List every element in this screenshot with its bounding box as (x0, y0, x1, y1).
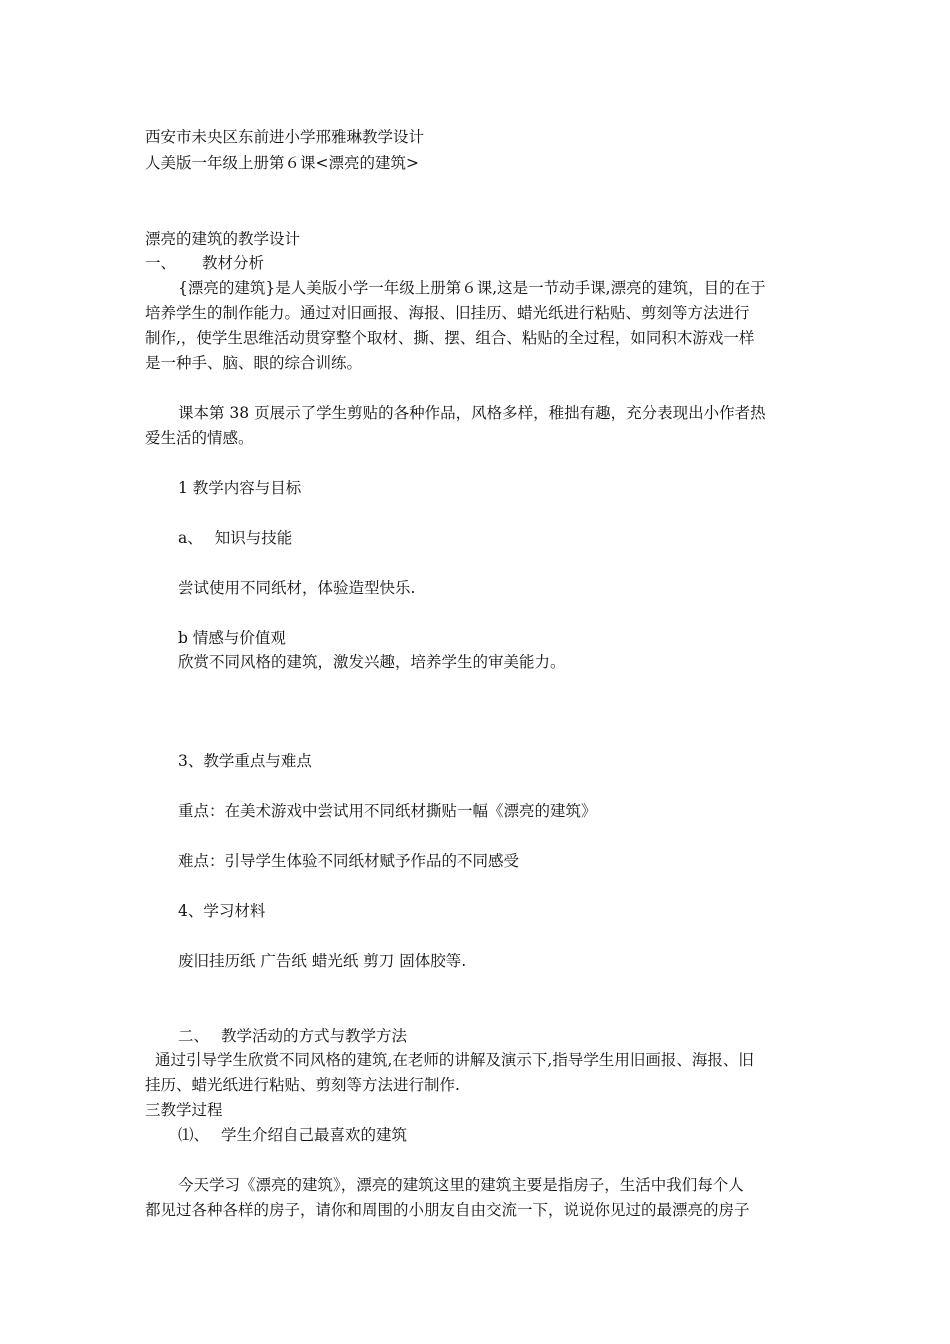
header-line-1: 西安市未央区东前进小学邢雅琳教学设计 (145, 128, 425, 146)
materials-title: 4、学习材料 (178, 902, 266, 920)
paragraph-line: 制作,，使学生思维活动贯穿整个取材、撕、摆、组合、粘贴的全过程，如同积木游戏一样 (145, 329, 755, 347)
doc-title: 漂亮的建筑的教学设计 (145, 230, 301, 248)
section1-number: 一、 (145, 254, 177, 272)
goal-a-heading (178, 526, 292, 550)
goal-a-title: 知识与技能 (214, 529, 293, 547)
key-points-title: 3、教学重点与难点 (178, 752, 312, 770)
section2-title: 教学活动的方式与教学方法 (221, 1027, 408, 1045)
paragraph-line: 课本第 38 页展示了学生剪贴的各种作品，风格多样，稚拙有趣，充分表现出小作者热 (178, 404, 766, 422)
section1-title: 教材分析 (202, 254, 265, 272)
section2-number: 二、 (178, 1027, 210, 1045)
step1-heading (178, 1123, 407, 1147)
goal-b-title: b 情感与价值观 (178, 629, 286, 647)
key-point: 重点：在美术游戏中尝试用不同纸材撕贴一幅《漂亮的建筑》 (178, 802, 597, 820)
section1-heading (145, 251, 264, 275)
goal-a-text: 尝试使用不同纸材，体验造型快乐. (178, 579, 416, 597)
section3-title: 三教学过程 (145, 1101, 223, 1119)
goal-a-label: a、 (178, 529, 203, 547)
materials-text: 废旧挂历纸 广告纸 蜡光纸 剪刀 固体胶等. (178, 952, 467, 970)
paragraph-line: {漂亮的建筑}是人美版小学一年级上册第６课,这是一节动手课,漂亮的建筑，目的在于 (178, 279, 766, 297)
section2-heading (178, 1024, 407, 1048)
header-line-2: 人美版一年级上册第６课<漂亮的建筑> (145, 154, 419, 172)
paragraph-line: 都见过各种各样的房子，请你和周围的小朋友自由交流一下，说说你见过的最漂亮的房子 (145, 1201, 750, 1219)
step1-number: ⑴、 (178, 1126, 210, 1144)
difficulty: 难点：引导学生体验不同纸材赋予作品的不同感受 (178, 852, 520, 870)
paragraph-line: 今天学习《漂亮的建筑》，漂亮的建筑这里的建筑主要是指房子，生活中我们每个人 (178, 1176, 744, 1194)
step1-title: 学生介绍自己最喜欢的建筑 (221, 1126, 408, 1144)
goals-title: 1 教学内容与目标 (178, 479, 302, 497)
paragraph-line: 通过引导学生欣赏不同风格的建筑,在老师的讲解及演示下,指导学生用旧画报、海报、旧 (155, 1051, 754, 1069)
goal-b-text: 欣赏不同风格的建筑，激发兴趣，培养学生的审美能力。 (178, 653, 566, 671)
paragraph-line: 培养学生的制作能力。通过对旧画报、海报、旧挂历、蜡光纸进行粘贴、剪刻等方法进行 (145, 304, 750, 322)
paragraph-line: 挂历、蜡光纸进行粘贴、剪刻等方法进行制作. (145, 1076, 460, 1094)
paragraph-line: 是一种手、脑、眼的综合训练。 (145, 354, 363, 372)
paragraph-line: 爱生活的情感。 (145, 429, 254, 447)
